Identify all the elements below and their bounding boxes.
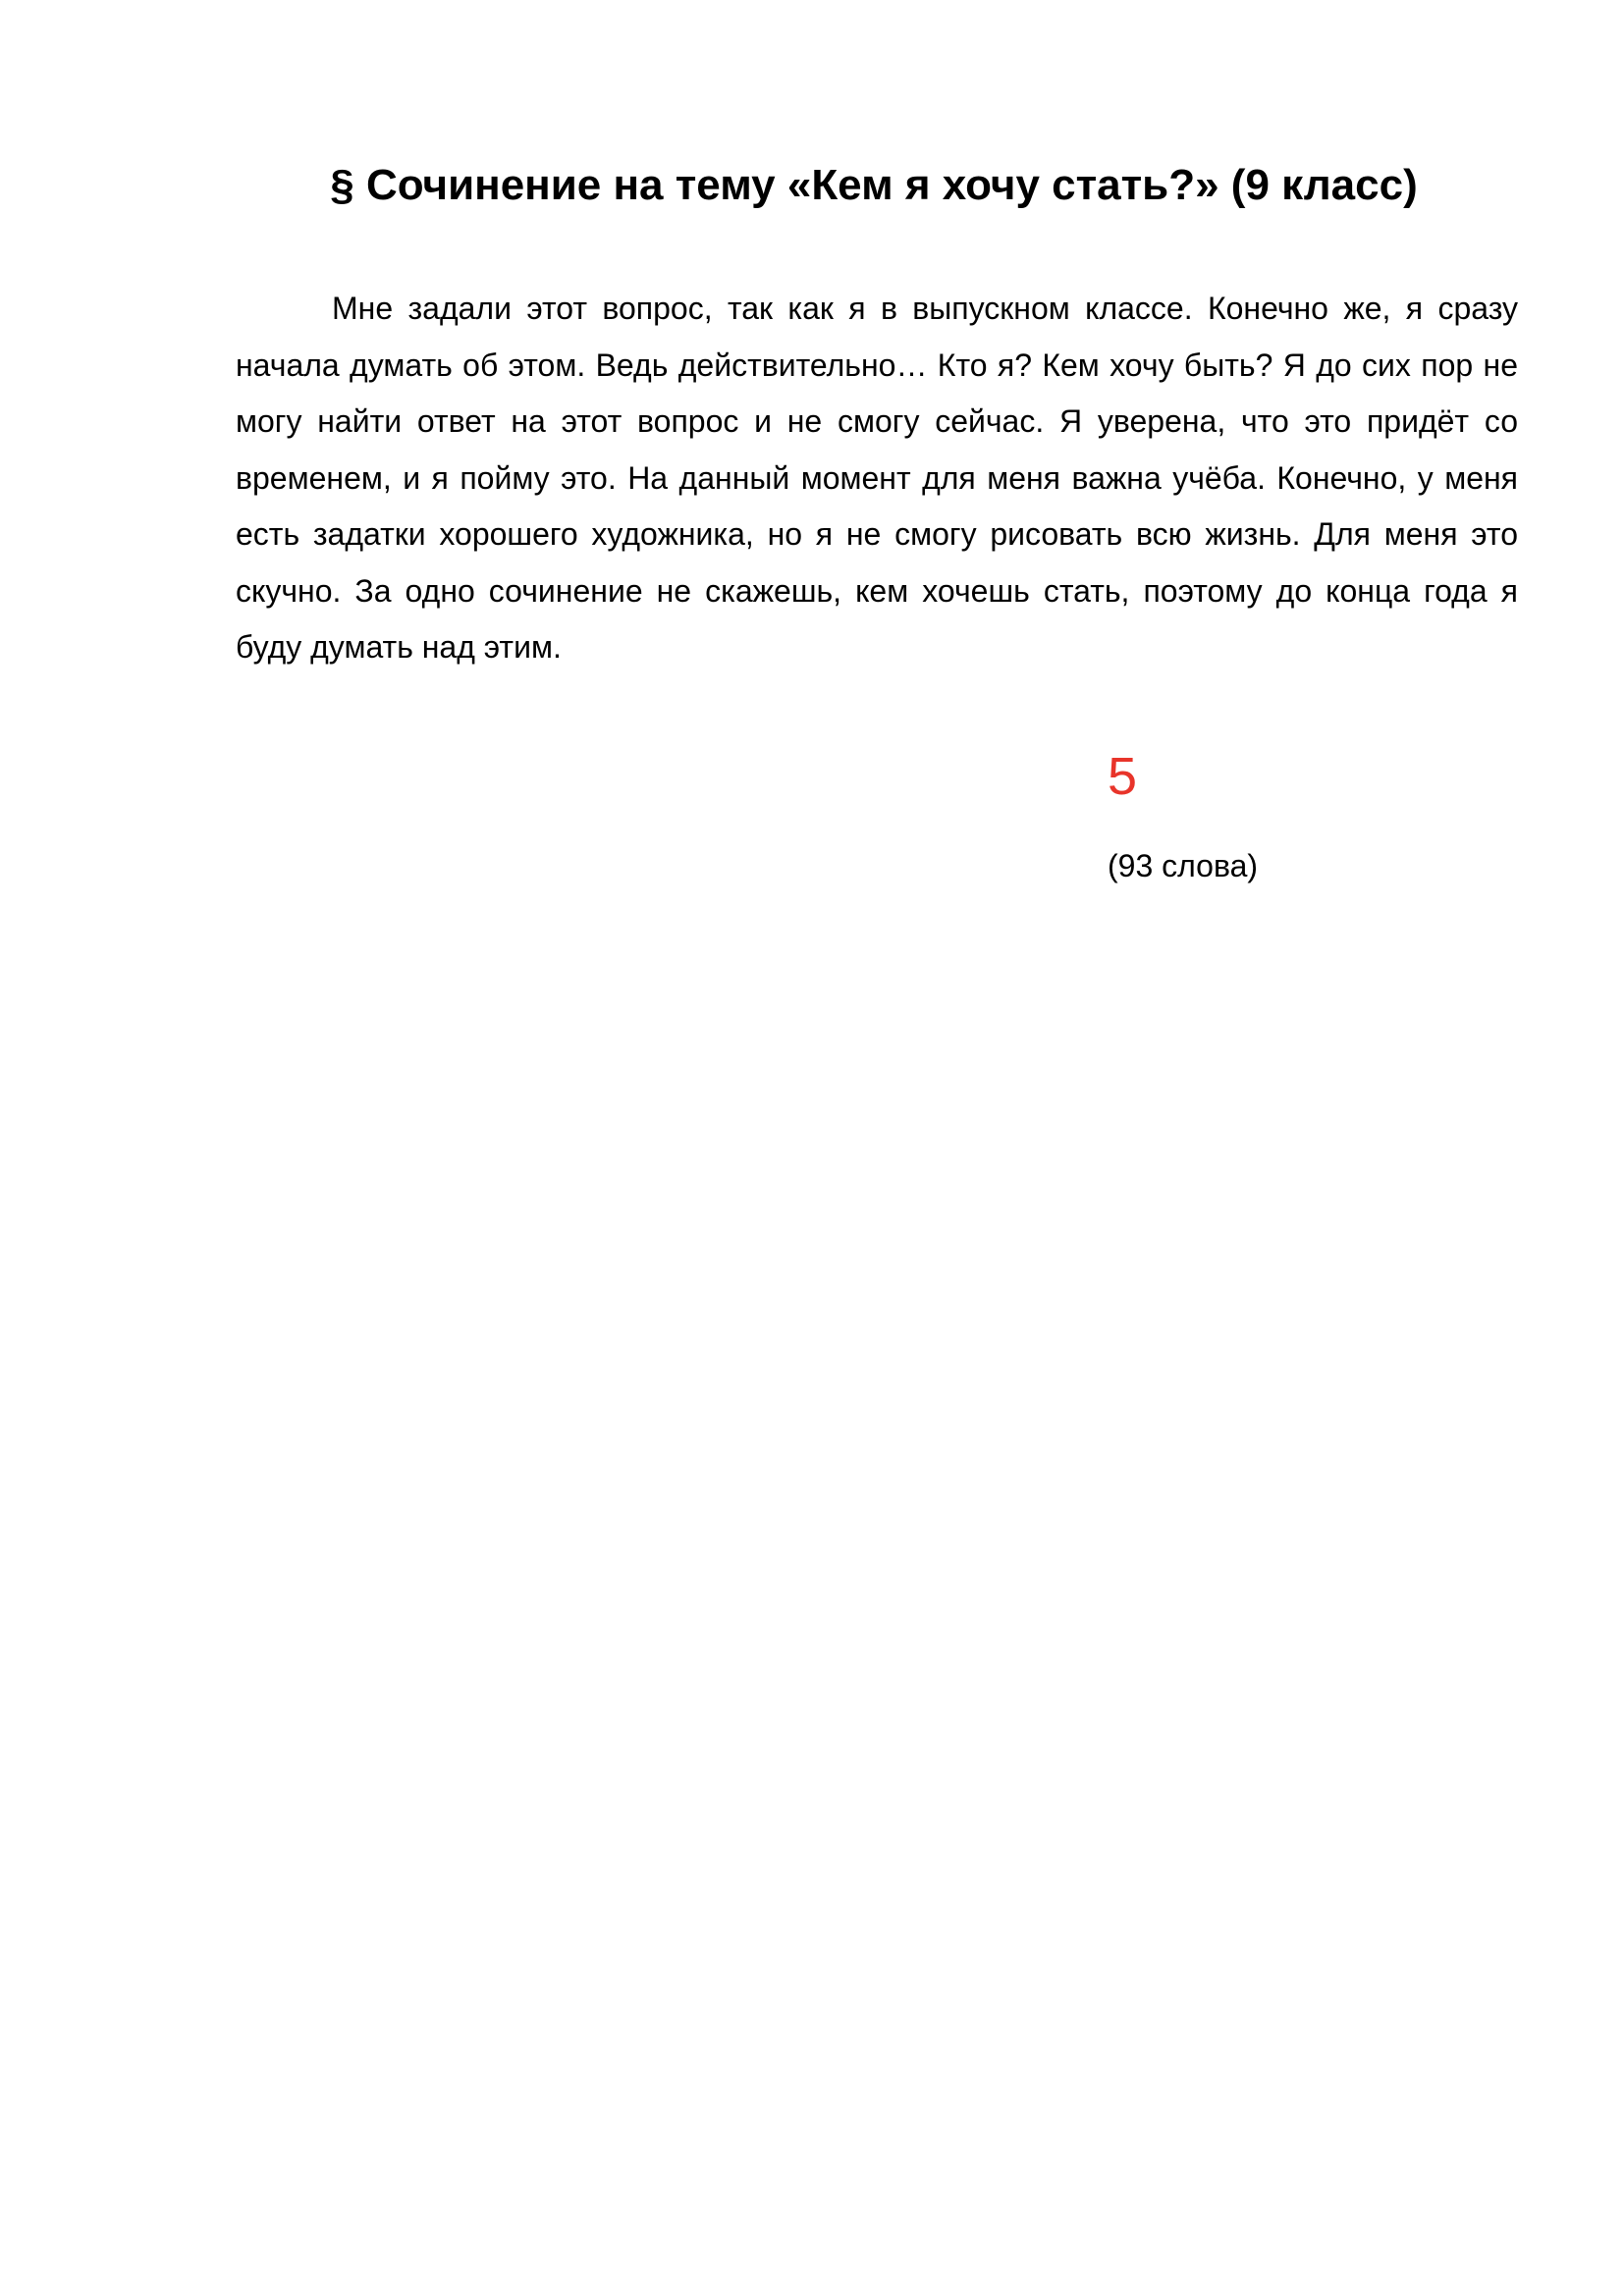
essay-body: Мне задали этот вопрос, так как я в выпускном классе. Конечно же, я сразу начала думать об этом. Ведь действительно… Кто я? Кем хочу быть? Я до сих пор не могу найти ответ на этот вопрос и не смогу сейчас. Я уверена, что это придёт со временем, и я пойму это. На данный момент для меня важна учёба. Конечно, у меня есть задатки хорошего художника, но я не смогу рисовать всю жизнь. Для меня это скучно. За одно сочинение не скажешь, кем хочешь стать, поэтому до конца года я буду думать над этим.	[236, 291, 1518, 665]
essay-title: § Сочинение на тему «Кем я хочу стать?» (9 класс)	[330, 161, 1418, 209]
grade-mark: 5	[1108, 747, 1138, 806]
word-count: (93 слова)	[1108, 848, 1259, 883]
